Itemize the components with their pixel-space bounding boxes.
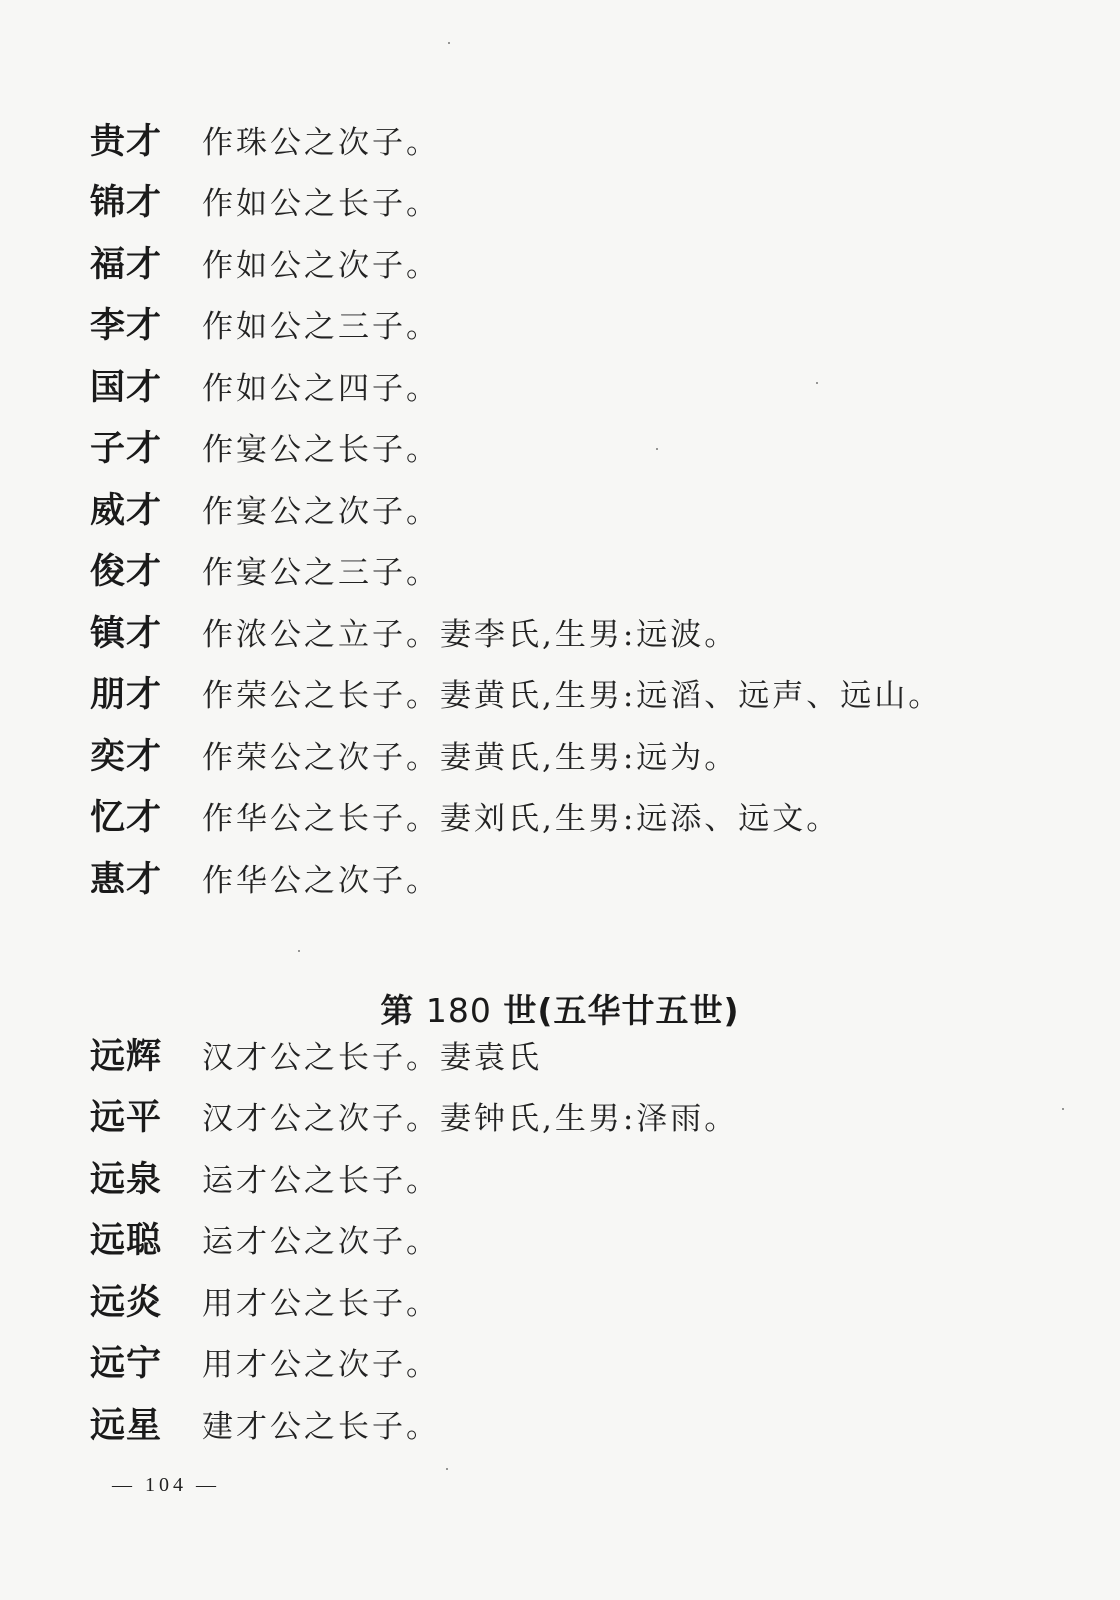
genealogy-entry [90,852,440,902]
entry-name: 朋才 [90,675,163,715]
genealogy-entry [90,544,440,594]
entry-description: 建才公之长子。 [202,1408,440,1445]
entry-description: 作宴公之长子。 [202,431,440,468]
genealogy-entry [90,421,440,471]
entry-name: 远炎 [90,1283,163,1323]
entry-name: 李才 [90,306,163,346]
entry-description: 运才公之长子。 [202,1162,440,1199]
genealogy-entry [90,1213,440,1263]
entry-name: 子才 [90,429,163,469]
genealogy-entry [90,729,738,779]
entry-description: 作宴公之三子。 [202,554,440,591]
heading-suffix: 世(五华廿五世) [503,991,740,1030]
genealogy-entry [90,483,440,533]
entry-description: 作如公之四子。 [202,370,440,407]
scan-speck [446,1468,448,1470]
entry-description: 汉才公之次子。妻钟氏,生男:泽雨。 [202,1100,739,1137]
entry-name: 远泉 [90,1160,163,1200]
genealogy-entry [90,790,840,840]
entry-name: 奕才 [90,737,163,777]
genealogy-entry [90,1152,440,1202]
entry-name: 远宁 [90,1344,163,1384]
genealogy-entry [90,175,440,225]
entry-description: 作华公之次子。 [202,862,440,899]
genealogy-entry [90,360,440,410]
page-number: — 104 — [112,1474,220,1496]
entry-description: 用才公之长子。 [202,1285,440,1322]
scan-speck [298,950,300,952]
entry-name: 远平 [90,1098,163,1138]
entry-description: 运才公之次子。 [202,1223,440,1260]
scan-speck [448,42,450,44]
genealogy-entry [90,1398,440,1448]
entry-name: 锦才 [90,183,163,223]
genealogy-entry [90,1090,738,1140]
entry-description: 作如公之次子。 [202,247,440,284]
entry-description: 作荣公之长子。妻黄氏,生男:远滔、远声、远山。 [202,677,943,714]
heading-number: 180 [425,991,492,1030]
scan-speck [656,448,658,450]
genealogy-entry [90,237,440,287]
entry-name: 国才 [90,368,163,408]
genealogy-entry [90,114,440,164]
entry-name: 忆才 [90,798,163,838]
entry-description: 作荣公之次子。妻黄氏,生男:远为。 [202,739,739,776]
entry-name: 惠才 [90,860,163,900]
entry-name: 远星 [90,1406,163,1446]
scan-speck [1062,1108,1064,1110]
scan-speck [816,382,818,384]
entry-description: 作浓公之立子。妻李氏,生男:远波。 [202,616,739,653]
entry-description: 作华公之长子。妻刘氏,生男:远添、远文。 [202,800,841,837]
entry-name: 远辉 [90,1037,163,1077]
entry-name: 福才 [90,245,163,285]
entry-description: 汉才公之长子。妻袁氏 [202,1039,542,1076]
entry-name: 贵才 [90,122,163,162]
entry-description: 作宴公之次子。 [202,493,440,530]
entry-description: 作如公之三子。 [202,308,440,345]
genealogy-entry [90,667,942,717]
heading-prefix: 第 [380,991,415,1030]
entry-name: 威才 [90,491,163,531]
genealogy-entry [90,1029,542,1079]
genealogy-entry [90,1275,440,1325]
genealogy-entry [90,606,738,656]
entry-name: 俊才 [90,552,163,592]
entry-name: 远聪 [90,1221,163,1261]
entry-description: 用才公之次子。 [202,1346,440,1383]
entry-name: 镇才 [90,614,163,654]
entry-description: 作珠公之次子。 [202,124,440,161]
genealogy-entry [90,1336,440,1386]
entry-description: 作如公之长子。 [202,185,440,222]
genealogy-entry [90,298,440,348]
